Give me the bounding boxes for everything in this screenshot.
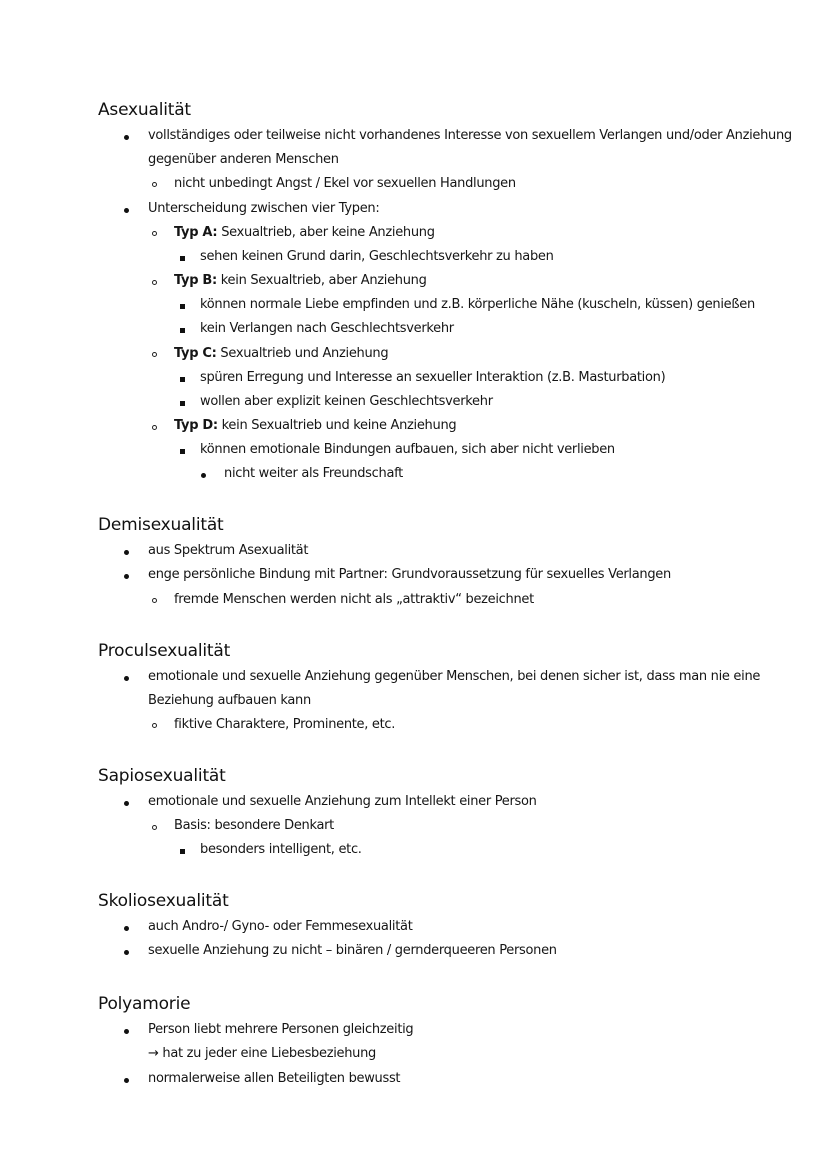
text-line: können emotionale Bindungen aufbauen, sich aber nicht verlieben [200,442,615,457]
bullet-square-icon [180,401,185,406]
text-line: sehen keinen Grund darin, Geschlechtsverkehr zu haben [200,249,554,264]
typ-c-line [174,346,388,361]
bullet-square-icon [180,449,185,454]
text-line: besonders intelligent, etc. [200,842,362,857]
bullet-circle-icon [152,231,157,236]
bullet-square-icon [180,256,185,261]
text-line: Unterscheidung zwischen vier Typen: [148,201,380,216]
typ-a-line [174,225,435,240]
bullet-circle-icon [152,280,157,285]
bullet-dot-icon [124,1029,129,1034]
bullet-dot-icon [124,950,129,955]
bullet-square-icon [180,328,185,333]
text-line: gegenüber anderen Menschen [148,152,339,167]
bullet-circle-icon [152,723,157,728]
section-title-proculsexualitaet: Proculsexualität [98,641,231,661]
text-line: vollständiges oder teilweise nicht vorhandenes Interesse von sexuellem Verlangen und/oder Anziehung [148,128,792,143]
text-line: Sexualtrieb, aber keine Anziehung [221,225,435,240]
text-line: emotionale und sexuelle Anziehung gegenüber Menschen, bei denen sicher ist, dass man nie eine [148,669,761,684]
text-line: können normale Liebe empfinden und z.B. körperliche Nähe (kuscheln, küssen) genießen [200,297,755,312]
bullet-square-icon [180,849,185,854]
typ-b-line [174,273,427,288]
bullet-dot-icon [201,473,206,478]
bullet-dot-icon [124,676,129,681]
type-label: Typ B: [174,273,217,288]
text-line: kein Sexualtrieb, aber Anziehung [220,273,427,288]
text-line: wollen aber explizit keinen Geschlechtsverkehr [200,394,493,409]
text-line: → hat zu jeder eine Liebesbeziehung [148,1046,377,1061]
bullet-dot-icon [124,208,129,213]
bullet-circle-icon [152,352,157,357]
bullet-dot-icon [124,801,129,806]
text-line: nicht unbedingt Angst / Ekel vor sexuellen Handlungen [174,176,516,191]
section-title-sapiosexualitaet: Sapiosexualität [98,766,226,786]
typ-d-line [174,418,456,433]
bullet-square-icon [180,377,185,382]
bullet-dot-icon [124,574,129,579]
text-line: Basis: besondere Denkart [174,818,334,833]
text-line: kein Sexualtrieb und keine Anziehung [221,418,457,433]
text-line: Person liebt mehrere Personen gleichzeitig [148,1022,414,1037]
text-line: fremde Menschen werden nicht als „attraktiv“ bezeichnet [174,592,534,607]
text-line: emotionale und sexuelle Anziehung zum Intellekt einer Person [148,794,537,809]
bullet-dot-icon [124,135,129,140]
text-line: normalerweise allen Beteiligten bewusst [148,1071,401,1086]
bullet-circle-icon [152,425,157,430]
text-line: enge persönliche Bindung mit Partner: Grundvoraussetzung für sexuelles Verlangen [148,567,671,582]
text-line: aus Spektrum Asexualität [148,543,309,558]
bullet-circle-icon [152,182,157,187]
section-title-polyamorie: Polyamorie [98,994,191,1014]
text-line: spüren Erregung und Interesse an sexueller Interaktion (z.B. Masturbation) [200,370,666,385]
text-line: kein Verlangen nach Geschlechtsverkehr [200,321,454,336]
bullet-dot-icon [124,550,129,555]
section-title-asexualitaet: Asexualität [98,100,191,120]
bullet-circle-icon [152,598,157,603]
text-line: Sexualtrieb und Anziehung [220,346,389,361]
section-title-skoliosexualitaet: Skoliosexualität [98,891,229,911]
type-label: Typ A: [174,225,218,240]
text-line: Beziehung aufbauen kann [148,693,311,708]
bullet-circle-icon [152,825,157,830]
text-line: nicht weiter als Freundschaft [224,466,403,481]
type-label: Typ C: [174,346,217,361]
section-title-demisexualitaet: Demisexualität [98,515,224,535]
bullet-dot-icon [124,926,129,931]
text-line: sexuelle Anziehung zu nicht – binären / gernderqueeren Personen [148,943,557,958]
text-line: auch Andro-/ Gyno- oder Femmesexualität [148,919,413,934]
bullet-square-icon [180,304,185,309]
bullet-dot-icon [124,1078,129,1083]
text-line: fiktive Charaktere, Prominente, etc. [174,717,396,732]
type-label: Typ D: [174,418,218,433]
